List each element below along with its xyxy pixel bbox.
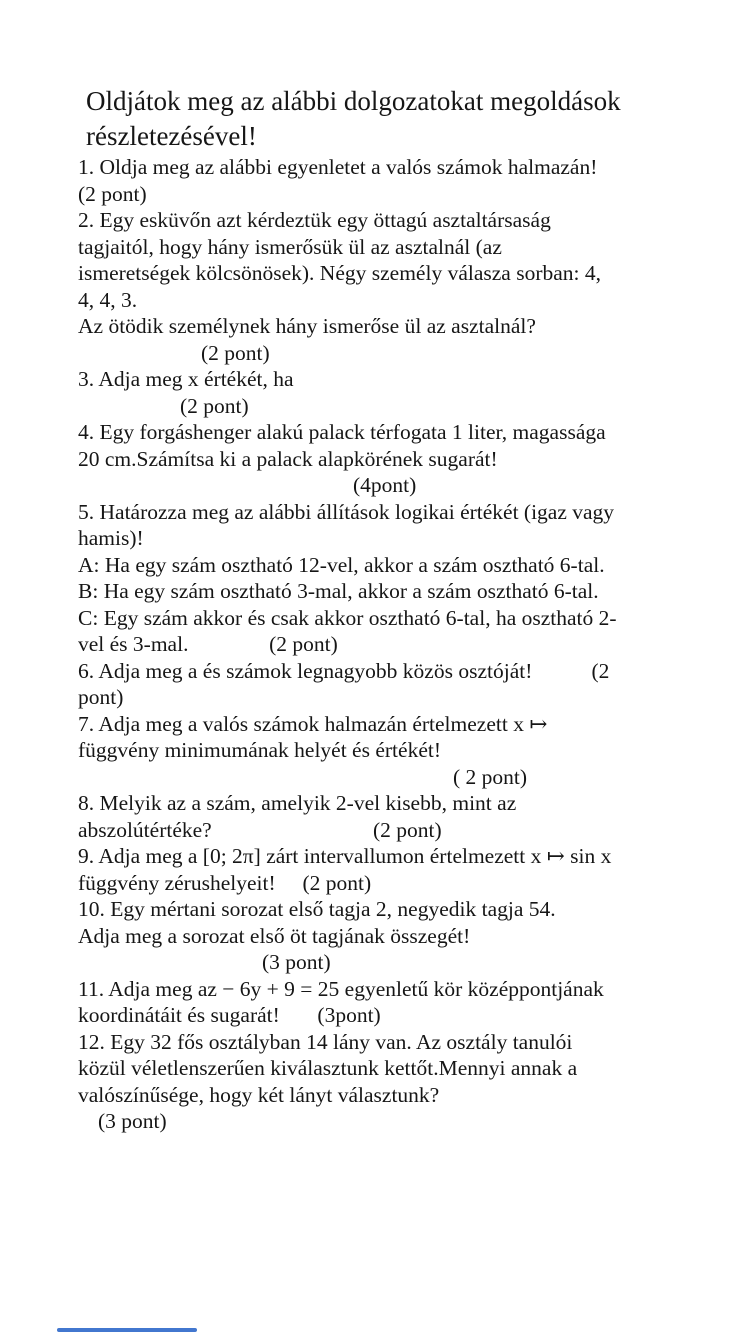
worksheet-heading (86, 84, 710, 154)
worksheet-line: A: Ha egy szám osztható 12-vel, akkor a szám osztható 6-tal. (78, 552, 605, 577)
worksheet-line: 10. Egy mértani sorozat első tagja 2, negyedik tagja 54. (78, 897, 556, 921)
worksheet-line: 9. Adja meg a [0; 2π] zárt intervallumon értelmezett x ↦ sin x (78, 844, 612, 868)
worksheet-line: (2 pont) (78, 181, 147, 206)
heading-line: Oldjátok meg az alábbi dolgozatokat megoldások (86, 86, 621, 116)
worksheet-line: 20 cm.Számítsa ki a palack alapkörének sugarát! (78, 446, 498, 471)
worksheet-line: hamis)! (78, 526, 144, 550)
worksheet-line: C: Egy szám akkor és csak akkor osztható 6-tal, ha osztható 2- (78, 605, 617, 630)
worksheet-line: 8. Melyik az a szám, amelyik 2-vel kisebb, mint az (78, 791, 517, 815)
worksheet-line: abszolútértéke? (2 pont) (78, 817, 442, 842)
worksheet-line: B: Ha egy szám osztható 3-mal, akkor a szám osztható 6-tal. (78, 579, 599, 603)
worksheet-line: 4. Egy forgáshenger alakú palack térfogata 1 liter, magassága (78, 420, 606, 444)
worksheet-line: 11. Adja meg az − 6y + 9 = 25 egyenletű kör középpontjának (78, 976, 604, 1001)
worksheet-line: (3 pont) (98, 1109, 167, 1133)
worksheet-line: 12. Egy 32 fős osztályban 14 lány van. Az osztály tanulói (78, 1029, 573, 1054)
worksheet-line: koordinátáit és sugarát! (3pont) (78, 1003, 381, 1027)
worksheet-line: ismeretségek kölcsönösek). Négy személy válasza sorban: 4, (78, 261, 602, 285)
worksheet-line: (2 pont) (180, 393, 249, 418)
worksheet-line: Adja meg a sorozat első öt tagjának összegét! (78, 923, 471, 948)
worksheet-line: (3 pont) (262, 950, 331, 974)
worksheet-line: függvény minimumának helyét és értékét! (78, 738, 441, 762)
worksheet-line: (4pont) (353, 473, 417, 497)
worksheet-line: 7. Adja meg a valós számok halmazán értelmezett x ↦ (78, 711, 548, 736)
worksheet-line: függvény zérushelyeit! (2 pont) (78, 870, 372, 895)
worksheet-line: vel és 3-mal. (2 pont) (78, 632, 338, 656)
worksheet-line: tagjaitól, hogy hány ismerősük ül az asztalnál (az (78, 234, 502, 259)
worksheet-line: 6. Adja meg a és számok legnagyobb közös osztóját! (2 (78, 658, 610, 683)
worksheet-line: valószínűsége, hogy két lányt választunk? (78, 1082, 440, 1107)
worksheet-line: 2. Egy esküvőn azt kérdeztük egy öttagú asztaltársaság (78, 208, 551, 232)
worksheet-line: pont) (78, 685, 124, 709)
worksheet-line: 3. Adja meg x értékét, ha (78, 367, 294, 391)
worksheet-line: 4, 4, 3. (78, 287, 138, 312)
worksheet-line: Az ötödik személynek hány ismerőse ül az asztalnál? (78, 314, 536, 338)
worksheet-line: 5. Határozza meg az alábbi állítások logikai értékét (igaz vagy (78, 499, 615, 524)
worksheet-line: (2 pont) (201, 340, 270, 365)
heading-line: részletezésével! (86, 121, 257, 151)
page-progress-line (57, 1328, 197, 1332)
worksheet-line: 1. Oldja meg az alábbi egyenletet a valós számok halmazán! (78, 155, 598, 179)
worksheet-line: közül véletlenszerűen kiválasztunk kettőt.Mennyi annak a (78, 1056, 578, 1080)
worksheet-line: ( 2 pont) (453, 764, 528, 789)
worksheet-content (78, 84, 710, 1135)
worksheet-body (78, 154, 710, 1135)
